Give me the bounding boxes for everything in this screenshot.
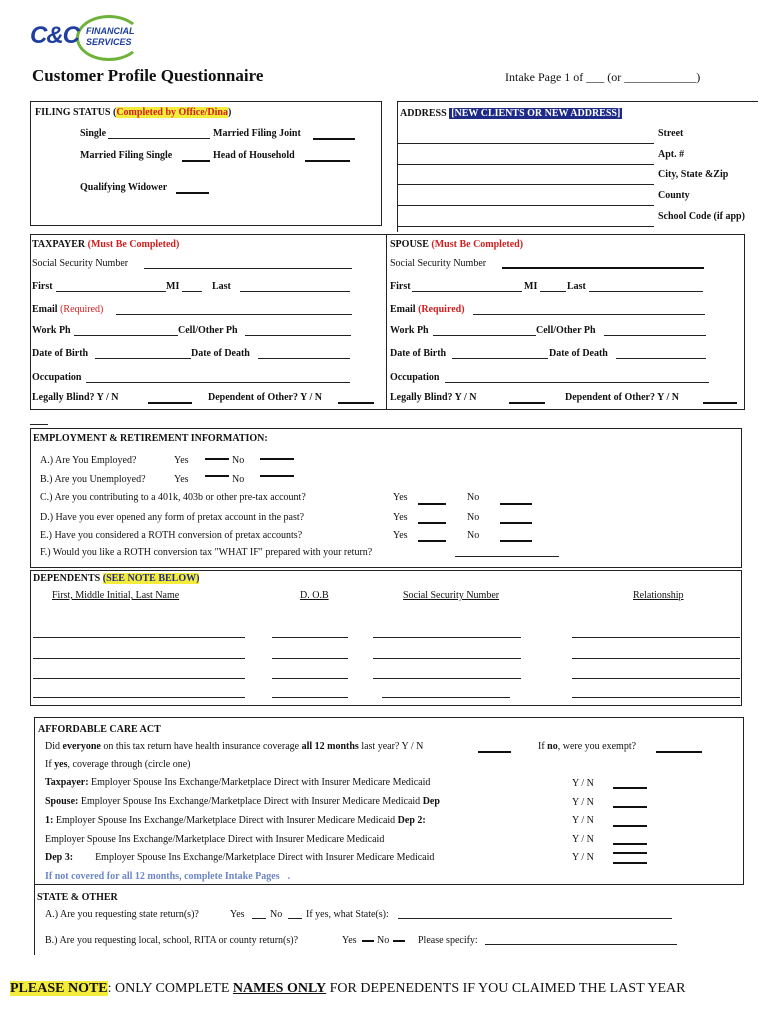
hoh-label: Head of Household xyxy=(213,150,295,161)
spouse-first-field[interactable] xyxy=(412,291,522,292)
q-e-no: No xyxy=(467,530,480,541)
filing-status-heading: FILING STATUS (Completed by Office/Dina) xyxy=(35,107,232,118)
spouse-dependent-field[interactable] xyxy=(703,402,737,404)
q-e-yes: Yes xyxy=(393,530,408,541)
address-top-rule xyxy=(398,101,758,102)
taxpayer-cell-label: Cell/Other Ph xyxy=(178,325,238,336)
employment-q-f: F.) Would you like a ROTH conversion tax "WHAT IF" prepared with your return? xyxy=(40,547,373,558)
spouse-occupation-label: Occupation xyxy=(390,372,440,383)
q-c-yes-field[interactable] xyxy=(418,503,446,505)
q-f-field[interactable] xyxy=(455,556,559,557)
aca-row-dep1[interactable]: 1: Employer Spouse Ins Exchange/Marketplace Direct with Insurer Medicare Medicaid Dep 2: xyxy=(45,815,426,826)
address-left-rule xyxy=(397,101,398,232)
taxpayer-heading: TAXPAYER (Must Be Completed) xyxy=(32,239,180,250)
q-b-yes-field[interactable] xyxy=(205,475,229,477)
taxpayer-cell-field[interactable] xyxy=(245,335,351,336)
aca-row-taxpayer-yn: Y / N xyxy=(572,778,594,789)
spouse-work-field[interactable] xyxy=(433,335,536,336)
dependent-2-ssn[interactable] xyxy=(373,658,521,659)
q-a-no: No xyxy=(232,455,245,466)
employment-q-e: E.) Have you considered a ROTH conversion of pretax accounts? xyxy=(40,530,303,541)
aca-row-dep2-yn: Y / N xyxy=(572,834,594,845)
state-q-a-no-field[interactable] xyxy=(288,918,302,919)
dependent-3-ssn[interactable] xyxy=(373,678,521,679)
spouse-last-field[interactable] xyxy=(589,291,703,292)
dependent-4-dob[interactable] xyxy=(272,697,348,698)
q-d-no-field[interactable] xyxy=(500,522,532,524)
q-b-no: No xyxy=(232,474,245,485)
taxpayer-ssn-label: Social Security Number xyxy=(32,258,129,269)
aca-row-dep3-field-2[interactable] xyxy=(613,862,647,864)
employment-q-a: A.) Are You Employed? xyxy=(40,455,137,466)
state-specify-label: Please specify: xyxy=(418,935,478,946)
spouse-last-label: Last xyxy=(567,281,586,292)
apt-label: Apt. # xyxy=(658,149,685,160)
dependent-1-ssn[interactable] xyxy=(373,637,521,638)
dependent-2-dob[interactable] xyxy=(272,658,348,659)
taxpayer-dob-label: Date of Birth xyxy=(32,348,89,359)
spouse-heading: SPOUSE (Must Be Completed) xyxy=(390,239,524,250)
employment-q-d: D.) Have you ever opened any form of pretax account in the past? xyxy=(40,512,305,523)
q-b-no-field[interactable] xyxy=(260,475,294,477)
dependent-1-dob[interactable] xyxy=(272,637,348,638)
spouse-dob-field[interactable] xyxy=(452,358,548,359)
dependents-heading: DEPENDENTS (SEE NOTE BELOW) xyxy=(33,573,200,584)
spouse-occupation-field[interactable] xyxy=(445,382,709,383)
taxpayer-dob-field[interactable] xyxy=(95,358,191,359)
spouse-cell-label: Cell/Other Ph xyxy=(536,325,596,336)
spouse-dod-field[interactable] xyxy=(616,358,706,359)
dependent-1-relationship[interactable] xyxy=(572,637,740,638)
dependent-3-name[interactable] xyxy=(33,678,245,679)
aca-row-spouse-field[interactable] xyxy=(613,806,647,808)
taxpayer-blind-field[interactable] xyxy=(148,402,192,404)
dependent-1-name[interactable] xyxy=(33,637,245,638)
taxpayer-email-label: Email (Required) xyxy=(32,304,104,315)
aca-row-dep1-yn: Y / N xyxy=(572,815,594,826)
aca-row-taxpayer[interactable]: Taxpayer: Employer Spouse Ins Exchange/Marketplace Direct with Insurer Medicare Medicaid xyxy=(45,777,431,788)
school-label: School Code (if app) xyxy=(658,211,745,222)
state-q-a-yes: Yes xyxy=(230,909,245,920)
taxpayer-last-label: Last xyxy=(212,281,231,292)
apt-field[interactable] xyxy=(398,164,654,165)
dependent-3-dob[interactable] xyxy=(272,678,348,679)
q-b-yes: Yes xyxy=(174,474,189,485)
taxpayer-dod-label: Date of Death xyxy=(191,348,250,359)
q-d-yes: Yes xyxy=(393,512,408,523)
state-q-b-no: No xyxy=(377,935,390,946)
filing-status-note: Completed by Office/Dina xyxy=(116,107,228,118)
taxpayer-email-field[interactable] xyxy=(116,314,352,315)
dependent-3-relationship[interactable] xyxy=(572,678,740,679)
address-note: [NEW CLIENTS OR NEW ADDRESS] xyxy=(451,108,621,119)
aca-row-taxpayer-field[interactable] xyxy=(613,787,647,789)
state-q-a: A.) Are you requesting state return(s)? xyxy=(45,909,199,920)
dependents-col-name: First, Middle Initial, Last Name xyxy=(52,590,180,601)
aca-if-yes: If yes, coverage through (circle one) xyxy=(45,759,191,770)
aca-question: Did everyone on this tax return have health insurance coverage all 12 months last year? Y / N xyxy=(45,741,424,752)
dependent-4-name[interactable] xyxy=(33,697,245,698)
aca-row-dep2-field[interactable] xyxy=(613,843,647,845)
taxpayer-last-field[interactable] xyxy=(240,291,350,292)
aca-row-dep3[interactable]: Dep 3: Employer Spouse Ins Exchange/Marketplace Direct with Insurer Medicare Medicaid xyxy=(45,852,435,863)
spouse-dob-label: Date of Birth xyxy=(390,348,447,359)
aca-exempt-field[interactable] xyxy=(656,751,702,753)
spouse-dod-label: Date of Death xyxy=(549,348,608,359)
taxpayer-occupation-label: Occupation xyxy=(32,372,82,383)
state-q-b-yes: Yes xyxy=(342,935,357,946)
qw-label: Qualifying Widower xyxy=(80,182,168,193)
county-label: County xyxy=(658,190,690,201)
spouse-mi-field[interactable] xyxy=(540,291,566,292)
dependent-2-name[interactable] xyxy=(33,658,245,659)
aca-yn-field[interactable] xyxy=(478,751,511,753)
county-field[interactable] xyxy=(398,205,654,206)
state-q-a-no: No xyxy=(270,909,283,920)
dependent-4-ssn[interactable] xyxy=(382,697,510,698)
dependents-col-dob: D. O.B xyxy=(300,590,329,601)
school-field[interactable] xyxy=(398,226,654,227)
mfs-label: Married Filing Single xyxy=(80,150,173,161)
dependents-col-ssn: Social Security Number xyxy=(403,590,500,601)
aca-row-dep3-yn: Y / N xyxy=(572,852,594,863)
q-d-no: No xyxy=(467,512,480,523)
logo-line2: SERVICES xyxy=(86,37,132,47)
state-q-b-no-field[interactable] xyxy=(393,940,405,942)
state-q-b: B.) Are you requesting local, school, RITA or county return(s)? xyxy=(45,935,299,946)
company-logo xyxy=(30,14,140,60)
state-which-field[interactable] xyxy=(398,918,672,919)
q-e-yes-field[interactable] xyxy=(418,540,446,542)
mfj-label: Married Filing Joint xyxy=(213,128,301,139)
spouse-mi-label: MI xyxy=(524,281,538,292)
spouse-email-field[interactable] xyxy=(473,314,705,315)
taxpayer-dod-field[interactable] xyxy=(258,358,350,359)
bottom-note: PLEASE NOTE: ONLY COMPLETE NAMES ONLY FOR DEPENEDENTS IF YOU CLAIMED THE LAST YEAR xyxy=(10,981,686,996)
mfs-field[interactable] xyxy=(182,160,210,162)
taxpayer-mi-field[interactable] xyxy=(182,291,202,292)
aca-exempt-question: If no, were you exempt? xyxy=(538,741,637,752)
q-c-no-field[interactable] xyxy=(500,503,532,505)
spouse-blind-field[interactable] xyxy=(509,402,545,404)
employment-q-c: C.) Are you contributing to a 401k, 403b or other pre-tax account? xyxy=(40,492,306,503)
page-title: Customer Profile Questionnaire xyxy=(32,66,264,85)
taxpayer-occupation-field[interactable] xyxy=(86,382,350,383)
aca-row-dep2[interactable]: Employer Spouse Ins Exchange/Marketplace Direct with Insurer Medicare Medicaid xyxy=(45,834,385,845)
mfj-field[interactable] xyxy=(313,138,355,140)
spouse-ssn-field[interactable] xyxy=(502,267,704,269)
street-label: Street xyxy=(658,128,684,139)
taxpayer-dependent-field[interactable] xyxy=(338,402,374,404)
state-heading: STATE & OTHER xyxy=(37,892,118,903)
street-field[interactable] xyxy=(398,143,654,144)
q-c-no: No xyxy=(467,492,480,503)
intake-page: Intake Page 1 of ___ (or ____________) xyxy=(505,70,701,84)
section-divider-stub xyxy=(30,424,48,425)
q-e-no-field[interactable] xyxy=(500,540,532,542)
dependent-2-relationship[interactable] xyxy=(572,658,740,659)
logo-mark: C&C xyxy=(30,22,79,49)
taxpayer-work-field[interactable] xyxy=(74,335,178,336)
state-q-a-yes-field[interactable] xyxy=(252,918,266,919)
spouse-ssn-label: Social Security Number xyxy=(390,258,487,269)
employment-heading: EMPLOYMENT & RETIREMENT INFORMATION: xyxy=(33,433,268,444)
aca-row-dep3-field[interactable] xyxy=(613,852,647,854)
q-a-yes: Yes xyxy=(174,455,189,466)
aca-row-spouse[interactable]: Spouse: Employer Spouse Ins Exchange/Marketplace Direct with Insurer Medicare Medicaid Dep xyxy=(45,796,440,807)
spouse-blind-label: Legally Blind? Y / N xyxy=(390,392,477,403)
spouse-cell-field[interactable] xyxy=(604,335,706,336)
address-heading: ADDRESS [NEW CLIENTS OR NEW ADDRESS] xyxy=(400,108,621,119)
dependent-4-relationship[interactable] xyxy=(572,697,740,698)
spouse-work-label: Work Ph xyxy=(390,325,429,336)
q-c-yes: Yes xyxy=(393,492,408,503)
aca-footer: If not covered for all 12 months, complete Intake Pages . xyxy=(45,871,291,882)
taxpayer-work-label: Work Ph xyxy=(32,325,71,336)
taxpayer-first-field[interactable] xyxy=(56,291,166,292)
q-a-yes-field[interactable] xyxy=(205,458,229,460)
state-which-label: If yes, what State(s): xyxy=(306,909,389,920)
aca-row-spouse-yn: Y / N xyxy=(572,797,594,808)
taxpayer-ssn-field[interactable] xyxy=(144,268,352,269)
taxpayer-first-label: First xyxy=(32,281,53,292)
aca-heading: AFFORDABLE CARE ACT xyxy=(38,724,161,735)
taxpayer-spouse-box xyxy=(30,234,745,410)
taxpayer-mi-label: MI xyxy=(166,281,180,292)
single-field[interactable] xyxy=(108,138,210,139)
spouse-email-label: Email (Required) xyxy=(390,304,465,315)
hoh-field[interactable] xyxy=(305,160,350,162)
q-a-no-field[interactable] xyxy=(260,458,294,460)
employment-q-b: B.) Are you Unemployed? xyxy=(40,474,146,485)
aca-row-dep1-field[interactable] xyxy=(613,825,647,827)
city-label: City, State &Zip xyxy=(658,169,729,180)
state-specify-field[interactable] xyxy=(485,944,677,945)
taxpayer-dependent-label: Dependent of Other? Y / N xyxy=(208,392,322,403)
city-field[interactable] xyxy=(398,184,654,185)
spouse-first-label: First xyxy=(390,281,411,292)
state-left-rule xyxy=(34,885,35,955)
qw-field[interactable] xyxy=(176,192,209,194)
state-q-b-yes-field[interactable] xyxy=(362,940,374,942)
filing-status-box xyxy=(30,101,382,226)
spouse-dependent-label: Dependent of Other? Y / N xyxy=(565,392,679,403)
q-d-yes-field[interactable] xyxy=(418,522,446,524)
taxpayer-blind-label: Legally Blind? Y / N xyxy=(32,392,119,403)
single-label: Single xyxy=(80,128,107,139)
logo-line1: FINANCIAL xyxy=(86,26,135,36)
dependents-col-relationship: Relationship xyxy=(633,590,684,601)
taxpayer-spouse-divider xyxy=(386,234,387,410)
